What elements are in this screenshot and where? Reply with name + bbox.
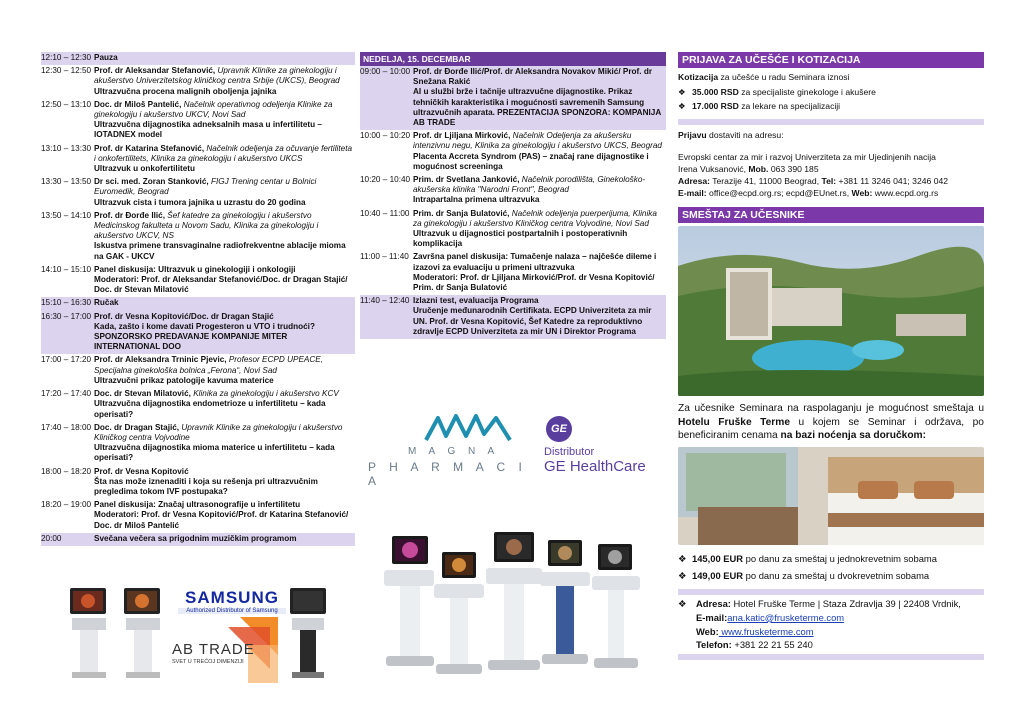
program-row [41,65,355,99]
session-time: 12:50 – 13:10 [41,99,92,109]
session-title: Uručenje međunarodnih Certifikata. ECPD Univerziteta za mir UN. Prof. dr Vesna Kopitović, Šef Katedre za reproduktivno zdravlje ECPD Univerziteta za mir UN i Direktor Programa [413,306,652,336]
session-speaker: Pauza [94,53,118,62]
session-title: Ultrazvučna procena malignih oboljenja jajnika [94,86,277,96]
speaker-affiliation: Upravnik Klinike za ginekologiju i akušerstvo Kliničkog centra Vojvodine [94,422,343,442]
session-speaker: Svečana večera sa prigodnim muzičkim programom [94,533,297,543]
program-row [360,251,666,295]
program-row [360,66,666,130]
speaker-affiliation: Načelnik odeljenja za očuvanje fertiliteta i onkofertilitets, Klinika za ginekologiju i akušerstvo UKCS [94,143,353,163]
fee-item: ❖ 17.000 RSD za lekare na specijalizaciji [678,101,841,111]
session-title: Intrapartalna primena ultrazvuka [413,195,540,205]
session-speaker: Prof. dr Ljiljana Mirković, [413,131,511,141]
program-row [41,176,355,210]
info-column [678,52,984,223]
speaker-affiliation: Šef katedre za ginekologiju i akušerstvo Medicinskog fakulteta u Novom Sadu, Klinika za ginekologiju i akušerstvo UKCV, NS [94,210,319,241]
registration-header: PRIJAVA ZA UČEŠĆE I KOTIZACIJA [678,52,984,68]
hotel-web-link[interactable]: www.frusketerme.com [718,625,814,637]
speaker-affiliation: Upravnik Klinike za ginekologiju i akušerstvo Univerzitetskog kliničkog centra Srbije (UKCS), Beograd [94,66,340,86]
session-title: Ultrazvučna dijagnostika adneksalnih masa u infertilitetu – IOTADNEX model [94,120,322,140]
program-row [41,354,355,388]
program-row [41,210,355,264]
session-speaker: Prim. dr Svetlana Janković, [413,175,520,185]
ultrasound-machine-image [286,586,330,684]
session-time: 12:10 – 12:30 [41,53,92,62]
session-time: 13:50 – 14:10 [41,210,92,220]
session-title: Moderatori: Prof. dr Ljiljana Mirković/Prof. dr Vesna Kopitović/ Prim. dr Sanja Bulatović [413,272,655,293]
session-time: 12:30 – 12:50 [41,66,92,76]
session-time: 18:20 – 19:00 [41,500,92,510]
program-row [41,499,355,533]
speaker-affiliation: FIGJ Trening centar u Bolnici Euromedik, Beograd [94,177,317,197]
session-time: 11:40 – 12:40 [360,296,410,306]
speaker-affiliation: Klinika za ginekologiju i akušerstvo KCV [190,389,339,399]
session-speaker: Prof. dr Aleksandar Stefanović, [94,66,216,76]
divider [678,589,984,595]
session-title: Ultrazvučna dijagnostika endometrioze u infertilitetu – kada operisati? [94,399,326,419]
speaker-affiliation: Profesor ECPD UPEACE, Specijalna ginekološka bolnica „Ferona“, Novi Sad [94,355,324,375]
session-time: 13:10 – 13:30 [41,143,92,153]
program-row [360,208,666,252]
program-row [41,311,355,355]
day-header: NEDELJA, 15. DECEMBAR [360,52,666,66]
session-time: 18:00 – 18:20 [41,466,92,476]
session-speaker: Doc. dr Dragan Stajić, [94,422,180,432]
speaker-affiliation: Načelnik odeljenja puerperijuma, Klinika za ginekologiju i akušerstvo Kliničkog centra Vojvodine, Novi Sad [413,208,657,228]
speaker-affiliation: Načelnik operativnog odeljenja Klinike za ginekologiju i akušerstvo UKCV, Novi Sad [94,99,333,120]
session-time: 10:40 – 11:00 [360,208,410,218]
program-row [41,422,355,466]
session-time: 10:00 – 10:20 [360,131,411,141]
samsung-logo: SAMSUNG Authorized Distributor of Samsung [178,588,286,614]
session-title: Moderatori: Prof. dr Aleksandar Stefanović/Doc. dr Dragan Stajić/ Doc. dr Stevan Milatović [94,275,348,295]
hotel-room-photo [678,447,984,545]
ge-healthcare-logo: GE Distributor GE HealthCare [544,414,656,474]
session-speaker: Panel diskusija: Značaj ultrasonografije u infertilitetu [94,500,301,510]
accommodation-header: SMEŠTAJ ZA UČESNIKE [678,207,984,223]
session-time: 14:10 – 15:10 [41,264,92,274]
program-row [41,99,355,143]
program-row [41,297,355,310]
accommodation-text: Za učesnike Seminara na raspolaganju je mogućnost smeštaja u Hotelu Fruške Terme u kojem se Seminar i održava, po beneficiranim cenama na bazi noćenja sa doručkom: [678,403,984,441]
program-row [41,264,355,298]
session-speaker: Prof. dr Vesna Kopitović [94,466,189,476]
fee-item: ❖ 35.000 RSD za specijaliste ginekologe i akušere [678,87,876,97]
hotel-contact: ❖ Adresa: Hotel Fruške Terme | Staza Zdravlja 39 | 22408 Vrdnik, E-mail:ana.katic@frusketerme.com Web: www.frusketerme.com Telefon: +381 22 21 55 240 [678,597,984,660]
session-time: 13:30 – 13:50 [41,177,92,187]
session-speaker: Prof. dr Vesna Kopitović/Doc. dr Dragan Stajić [94,311,274,321]
session-speaker: Dr sci. med. Zoran Stanković, [94,177,209,187]
ge-monogram-icon: GE [546,416,572,442]
session-time: 10:20 – 10:40 [360,175,411,185]
session-time: 17:40 – 18:00 [41,422,92,432]
session-title: Ultrazvuk cista i tumora jajnika u uzrastu do 20 godina [94,197,306,207]
program-row [360,174,666,208]
speaker-affiliation: Načelnik Odeljenja za akušersku intenzivnu negu, Klinika za ginekologiju i akušerstvo UKCS, Beograd [413,131,662,151]
session-speaker: Doc. dr Miloš Pantelić, [94,99,182,109]
divider [678,654,984,660]
program-column-1 [41,52,355,546]
magna-pharmacia-logo: M A G N A P H A R M A C I A [368,412,538,476]
abtrade-logo: AB TRADE SVET U TREĆOJ DIMENZIJI [170,615,280,685]
session-speaker: Ručak [94,298,119,308]
hotel-email-link[interactable]: ana.katic@frusketerme.com [727,611,845,623]
session-speaker: Prof. dr Aleksandra Trninic Pjevic, [94,355,227,365]
session-time: 15:10 – 16:30 [41,298,92,308]
session-title: Moderatori: Prof. dr Vesna Kopitović/Prof. dr Katarina Stefanović/ Doc. dr Miloš Pantelić [94,510,349,530]
ultrasound-machines-image [62,586,168,684]
session-speaker: Panel diskusija: Ultrazvuk u ginekologiji i onkologiji [94,264,296,274]
program-row [360,295,666,339]
session-time: 11:00 – 11:40 [360,252,409,262]
session-speaker: Prim. dr Sanja Bulatović, [413,208,510,218]
session-speaker: Završna panel diskusija: Tumačenje nalaza – najčešće dileme i izazovi za evaluaciju u primeni ultrazvuka [413,252,657,272]
session-title: Ultrazvučna dijagnostika mioma materice u infertilitetu – kada operisati? [94,443,335,463]
hotel-aerial-photo [678,226,984,396]
session-time: 17:00 – 17:20 [41,355,92,365]
session-title: Ultrazvuk u dijagnostici postpartalnih i postoperativnih komplikacija [413,229,628,249]
session-speaker: Prof. dr Đorđe Ilić/Prof. dr Aleksandra Novakov Mikić/ Prof. dr Snežana Rakić [413,67,653,87]
program-row [41,388,355,422]
fee-intro: Kotizacija za učešće u radu Seminara iznosi [678,72,850,82]
program-row [41,52,355,65]
price-item: ❖ 149,00 EUR po danu za smeštaj u dvokrevetnim sobama [678,570,930,581]
organizer-address: Evropski centar za mir i razvoj Univerziteta za mir Ujedinjenih nacija Irena Vuksanović, Mob. 063 390 185 Adresa: Terazije 41, 11000 Beograd, Tel: +381 11 3246 041; 3246 042 E-mail: office@ecpd.org.rs; ecpd@EUnet.rs, Web: www.ecpd.org.rs [678,152,949,198]
program-row [41,533,355,546]
session-title: Ultrazvuk u onkofertilitetu [94,164,195,174]
session-title: Šta nas može iznenaditi i koja su rešenja pri ultrazvučnim pregledima tokom IVF postupaka? [94,476,318,496]
program-row [41,143,355,177]
session-time: 17:20 – 17:40 [41,389,92,399]
session-time: 20:00 [41,533,62,543]
application-intro: Prijavu dostaviti na adresu: [678,130,784,140]
program-column-2 [360,52,666,339]
session-title: Kada, zašto i kome davati Progesteron u VTO i trudnoći? SPONZORSKO PREDAVANJE KOMPANIJE MITER INTERNATIONAL DOO [94,321,315,352]
program-row [360,130,666,174]
price-item: ❖ 145,00 EUR po danu za smeštaj u jednokrevetnim sobama [678,553,937,564]
price-list [678,550,984,595]
ge-ultrasound-machines-image [372,530,650,682]
session-title: AI u službi brže i tačnije ultrazvučne dijagnostike. Prikaz tehničkih karakteristika i mogućnosti savremenih Samsung ultrazvučnih aparata. PREZENTACIJA SPONZORA: KOMPANIJA AB TRADE [413,87,661,128]
program-row [41,466,355,500]
session-time: 16:30 – 17:00 [41,311,92,321]
session-title: Ultrazvučni prikaz patologije kavuma materice [94,375,274,385]
session-title: Iskustva primene transvaginalne radiofrekventne ablacije mioma na GAK - UKCV [94,241,346,261]
session-time: 09:00 – 10:00 [360,67,411,76]
session-speaker: Prof. dr Katarina Stefanović, [94,143,205,153]
session-speaker: Doc. dr Stevan Milatović, [94,389,191,399]
speaker-affiliation: Načelnik porodilišta, Ginekološko-akušerska klinika "Narodni Front", Beograd [413,175,646,195]
session-title: Placenta Accreta Syndrom (PAS) – značaj rane dijagnostike i mogućnost screeninga [413,151,649,171]
divider [678,119,984,125]
session-speaker: Izlazni test, evaluacija Programa [413,296,539,306]
session-speaker: Prof. dr Đorđe Ilić, [94,210,165,220]
